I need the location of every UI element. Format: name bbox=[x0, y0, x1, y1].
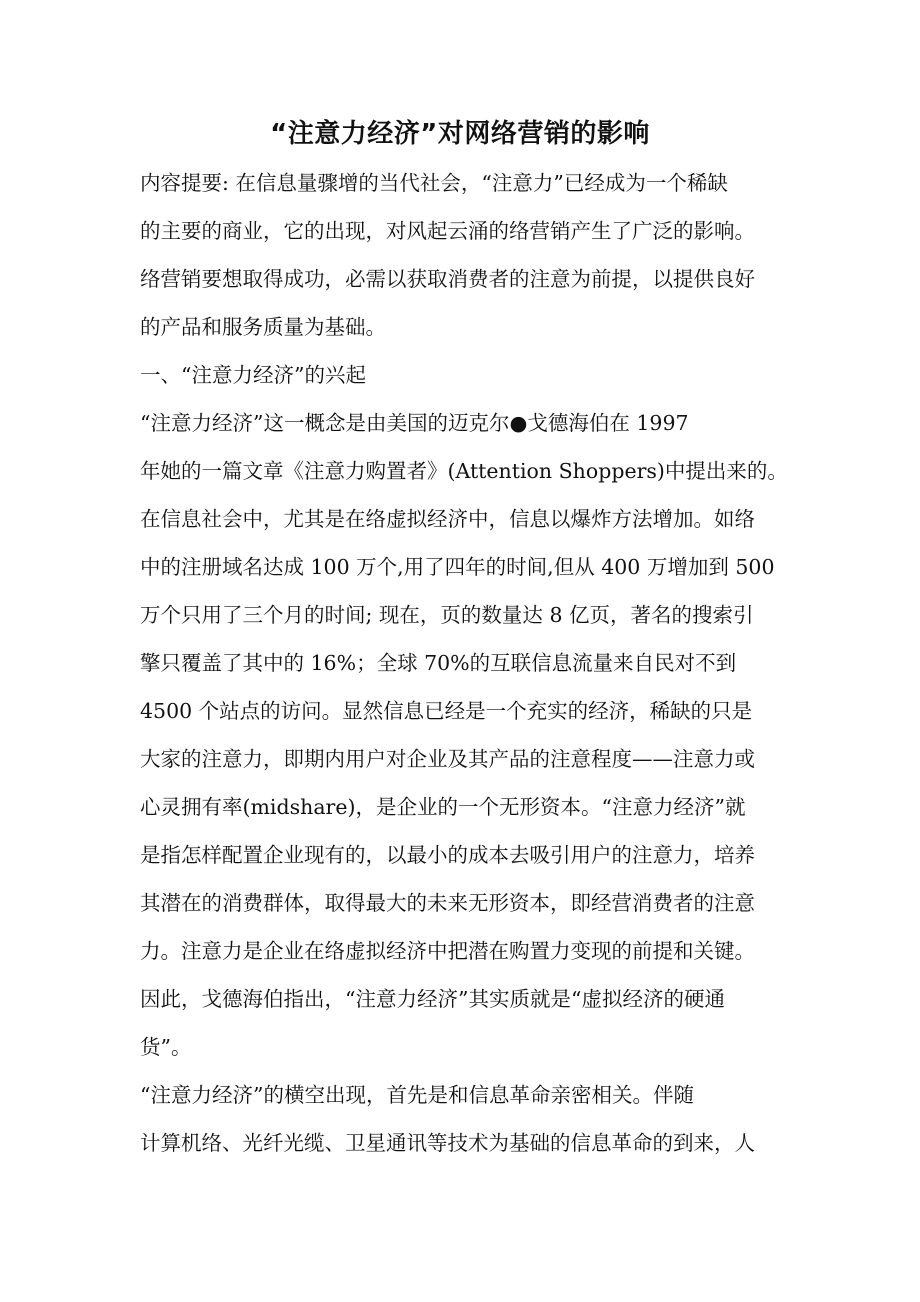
text-line: 力。注意力是企业在络虚拟经济中把潜在购置力变现的前提和关键。 bbox=[140, 939, 755, 963]
text-line: 因此，戈德海伯指出，“注意力经济”其实质就是“虚拟经济的硬通 bbox=[140, 987, 725, 1011]
text-line: 是指怎样配置企业现有的，以最小的成本去吸引用户的注意力，培养 bbox=[140, 843, 755, 867]
text-line: “注意力经济”这一概念是由美国的迈克尔●戈德海伯在 1997 bbox=[140, 411, 689, 435]
text-line: 内容提要: 在信息量骤增的当代社会，“注意力”已经成为一个稀缺 bbox=[140, 171, 728, 195]
section-heading: 一、“注意力经济”的兴起 bbox=[140, 363, 366, 387]
text-line: 心灵拥有率(midshare)，是企业的一个无形资本。“注意力经济”就 bbox=[140, 795, 746, 819]
text-line: 计算机络、光纤光缆、卫星通讯等技术为基础的信息革命的到来，人 bbox=[140, 1131, 755, 1155]
text-line: 的主要的商业，它的出现，对风起云涌的络营销产生了广泛的影响。 bbox=[140, 219, 755, 243]
text-line: 万个只用了三个月的时间; 现在，页的数量达 8 亿页，著名的搜索引 bbox=[140, 603, 754, 627]
text-line: 的产品和服务质量为基础。 bbox=[140, 315, 386, 339]
text-line: 年她的一篇文章《注意力购置者》(Attention Shoppers)中提出来的。 bbox=[140, 459, 788, 483]
text-line: 大家的注意力，即期内用户对企业及其产品的注意程度——注意力或 bbox=[140, 747, 755, 771]
text-line: 在信息社会中，尤其是在络虚拟经济中，信息以爆炸方法增加。如络 bbox=[140, 507, 755, 531]
text-line: 中的注册域名达成 100 万个,用了四年的时间,但从 400 万增加到 500 bbox=[140, 555, 775, 579]
document-title: “注意力经济”对网络营销的影响 bbox=[270, 119, 650, 149]
text-line: “注意力经济”的横空出现，首先是和信息革命亲密相关。伴随 bbox=[140, 1083, 694, 1107]
text-line: 其潜在的消费群体，取得最大的未来无形资本，即经营消费者的注意 bbox=[140, 891, 755, 915]
text-line: 货”。 bbox=[140, 1035, 192, 1059]
text-line: 4500 个站点的访问。显然信息已经是一个充实的经济，稀缺的只是 bbox=[140, 699, 753, 723]
text-line: 擎只覆盖了其中的 16%；全球 70%的互联信息流量来自民对不到 bbox=[140, 651, 737, 675]
text-line: 络营销要想取得成功，必需以获取消费者的注意为前提，以提供良好 bbox=[140, 267, 755, 291]
